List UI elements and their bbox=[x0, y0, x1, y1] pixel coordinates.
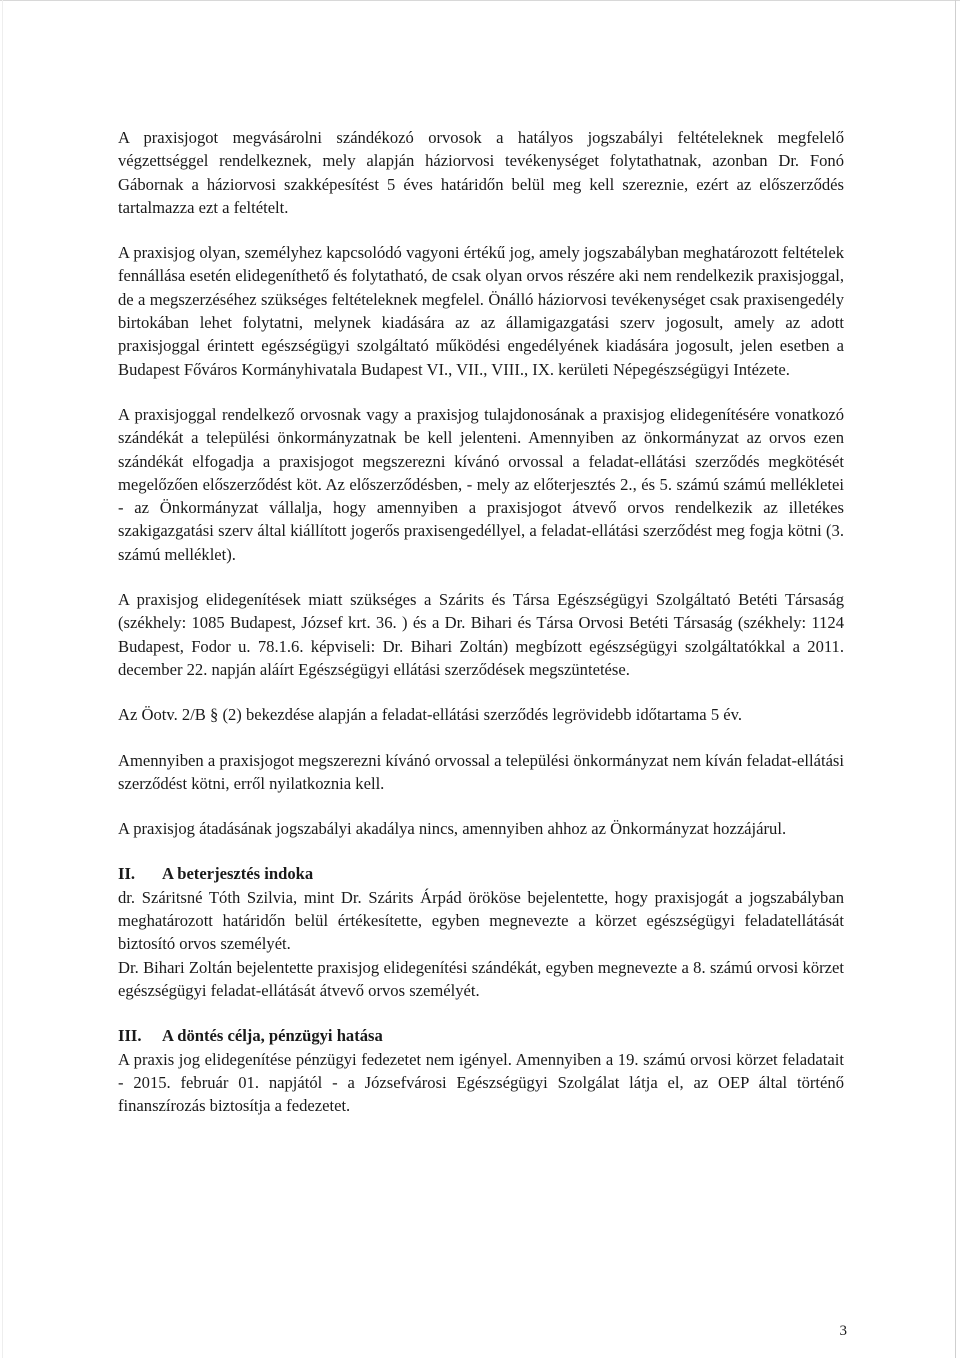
section-2-title: A beterjesztés indoka bbox=[162, 864, 314, 884]
paragraph-2: A praxisjog olyan, személyhez kapcsolódó vagyoni értékű jog, amely jogszabályban meghatározott feltételek fennállása esetén elidegeníthető és folytatható, de csak olyan orvos részére aki nem rendelkezik praxisjoggal, de a megszerzéséhez szükséges feltételeknek megfelel. Önálló háziorvosi tevékenységet csak praxisengedély birtokában lehet folytatni, melynek kiadására az az államigazgatási szerv jogosult, amely az adott praxisjoggal érintett egészségügyi szolgáltató működési engedélyének kiadására jogosult, jelen esetben a Budapest Főváros Kormányhivatala Budapest VI., VII., VIII., IX. kerületi Népegészségügyi Intézete. bbox=[118, 243, 844, 379]
section-3-line-1: A praxis jog elidegenítése pénzügyi fedezetet nem igényel. Amennyiben a 19. számú orvosi körzet feladatait - 2015. február 01. napjától - a Józsefvárosi Egészségügyi Szolgálat látja el, az OEP által történő finanszírozás biztosítja a fedezetet. bbox=[118, 1049, 844, 1116]
paragraph-4: A praxisjog elidegenítések miatt szükséges a Szárits és Társa Egészségügyi Szolgáltató Betéti Társaság (székhely: 1085 Budapest, József krt. 36. ) és a Dr. Bihari és Társa Orvosi Betéti Társaság (székhely: 1124 Budapest, Fodor u. 78.1.6. képviseli: Dr. Bihari Zoltán) megbízott egészségügyi szolgáltatókkal a 2011. december 22. napján aláírt Egészségügyi ellátási szerződések megszüntetése. bbox=[118, 590, 844, 679]
section-3-number: III. bbox=[118, 1026, 142, 1046]
page-number: 3 bbox=[839, 1323, 847, 1339]
section-2-heading bbox=[118, 862, 844, 885]
section-3-title: A döntés célja, pénzügyi hatása bbox=[162, 1026, 383, 1046]
section-2-number: II. bbox=[118, 864, 136, 884]
section-2-line-2: Dr. Bihari Zoltán bejelentette praxisjog elidegenítési szándékát, egyben megnevezte a 8. számú orvosi körzet egészségügyi feladat-ellátását átvevő orvos személyét. bbox=[118, 957, 844, 1000]
section-3-heading bbox=[118, 1024, 844, 1047]
paragraph-1: A praxisjogot megvásárolni szándékozó orvosok a hatályos jogszabályi feltételeknek megfelelő végzettséggel rendelkeznek, mely alapján háziorvosi tevékenységet folytathatnak, azonban Dr. Fonó Gábornak a háziorvosi szakképesítést 5 éves határidőn belül meg kell szereznie, ezért az előszerződés tartalmazza ezt a feltételt. bbox=[118, 128, 844, 217]
scan-left-edge bbox=[2, 0, 3, 1358]
scan-top-edge bbox=[0, 0, 960, 1]
scan-right-edge bbox=[955, 0, 956, 1358]
paragraph-7: A praxisjog átadásának jogszabályi akadálya nincs, amennyiben ahhoz az Önkormányzat hozzájárul. bbox=[118, 819, 787, 839]
paragraph-6: Amennyiben a praxisjogot megszerezni kívánó orvossal a települési önkormányzat nem kíván feladat-ellátási szerződést kötni, erről nyilatkoznia kell. bbox=[118, 750, 844, 793]
paragraph-5: Az Öotv. 2/B § (2) bekezdése alapján a feladat-ellátási szerződés legrövidebb időtartama 5 év. bbox=[118, 705, 742, 725]
document-body bbox=[118, 126, 844, 1117]
section-2-line-1: dr. Száritsné Tóth Szilvia, mint Dr. Szárits Árpád örököse bejelentette, hogy praxisjogát a jogszabályban meghatározott határidőn belül értékesítette, egyben megnevezte a körzet egészségügyi feladatellátását biztosító orvos személyét. bbox=[118, 887, 844, 954]
paragraph-3: A praxisjoggal rendelkező orvosnak vagy a praxisjog tulajdonosának a praxisjog elidegenítésére vonatkozó szándékát a települési önkormányzatnak be kell jelenteni. Amennyiben az önkormányzat az orvos ezen szándékát elfogadja a praxisjogot megszerezni kívánó orvossal a feladat-ellátási szerződés megkötését megelőzően előszerződést köt. Az előszerződésben, - mely az előterjesztés 2., és 5. számú számú mellékletei - az Önkormányzat vállalja, hogy amennyiben a praxisjogot átvevő orvos rendelkezik az illetékes szakigazgatási szerv által kiállított jogerős praxisengedéllyel, a feladat-ellátási szerződést meg fogja kötni (3. számú melléklet). bbox=[118, 404, 844, 564]
